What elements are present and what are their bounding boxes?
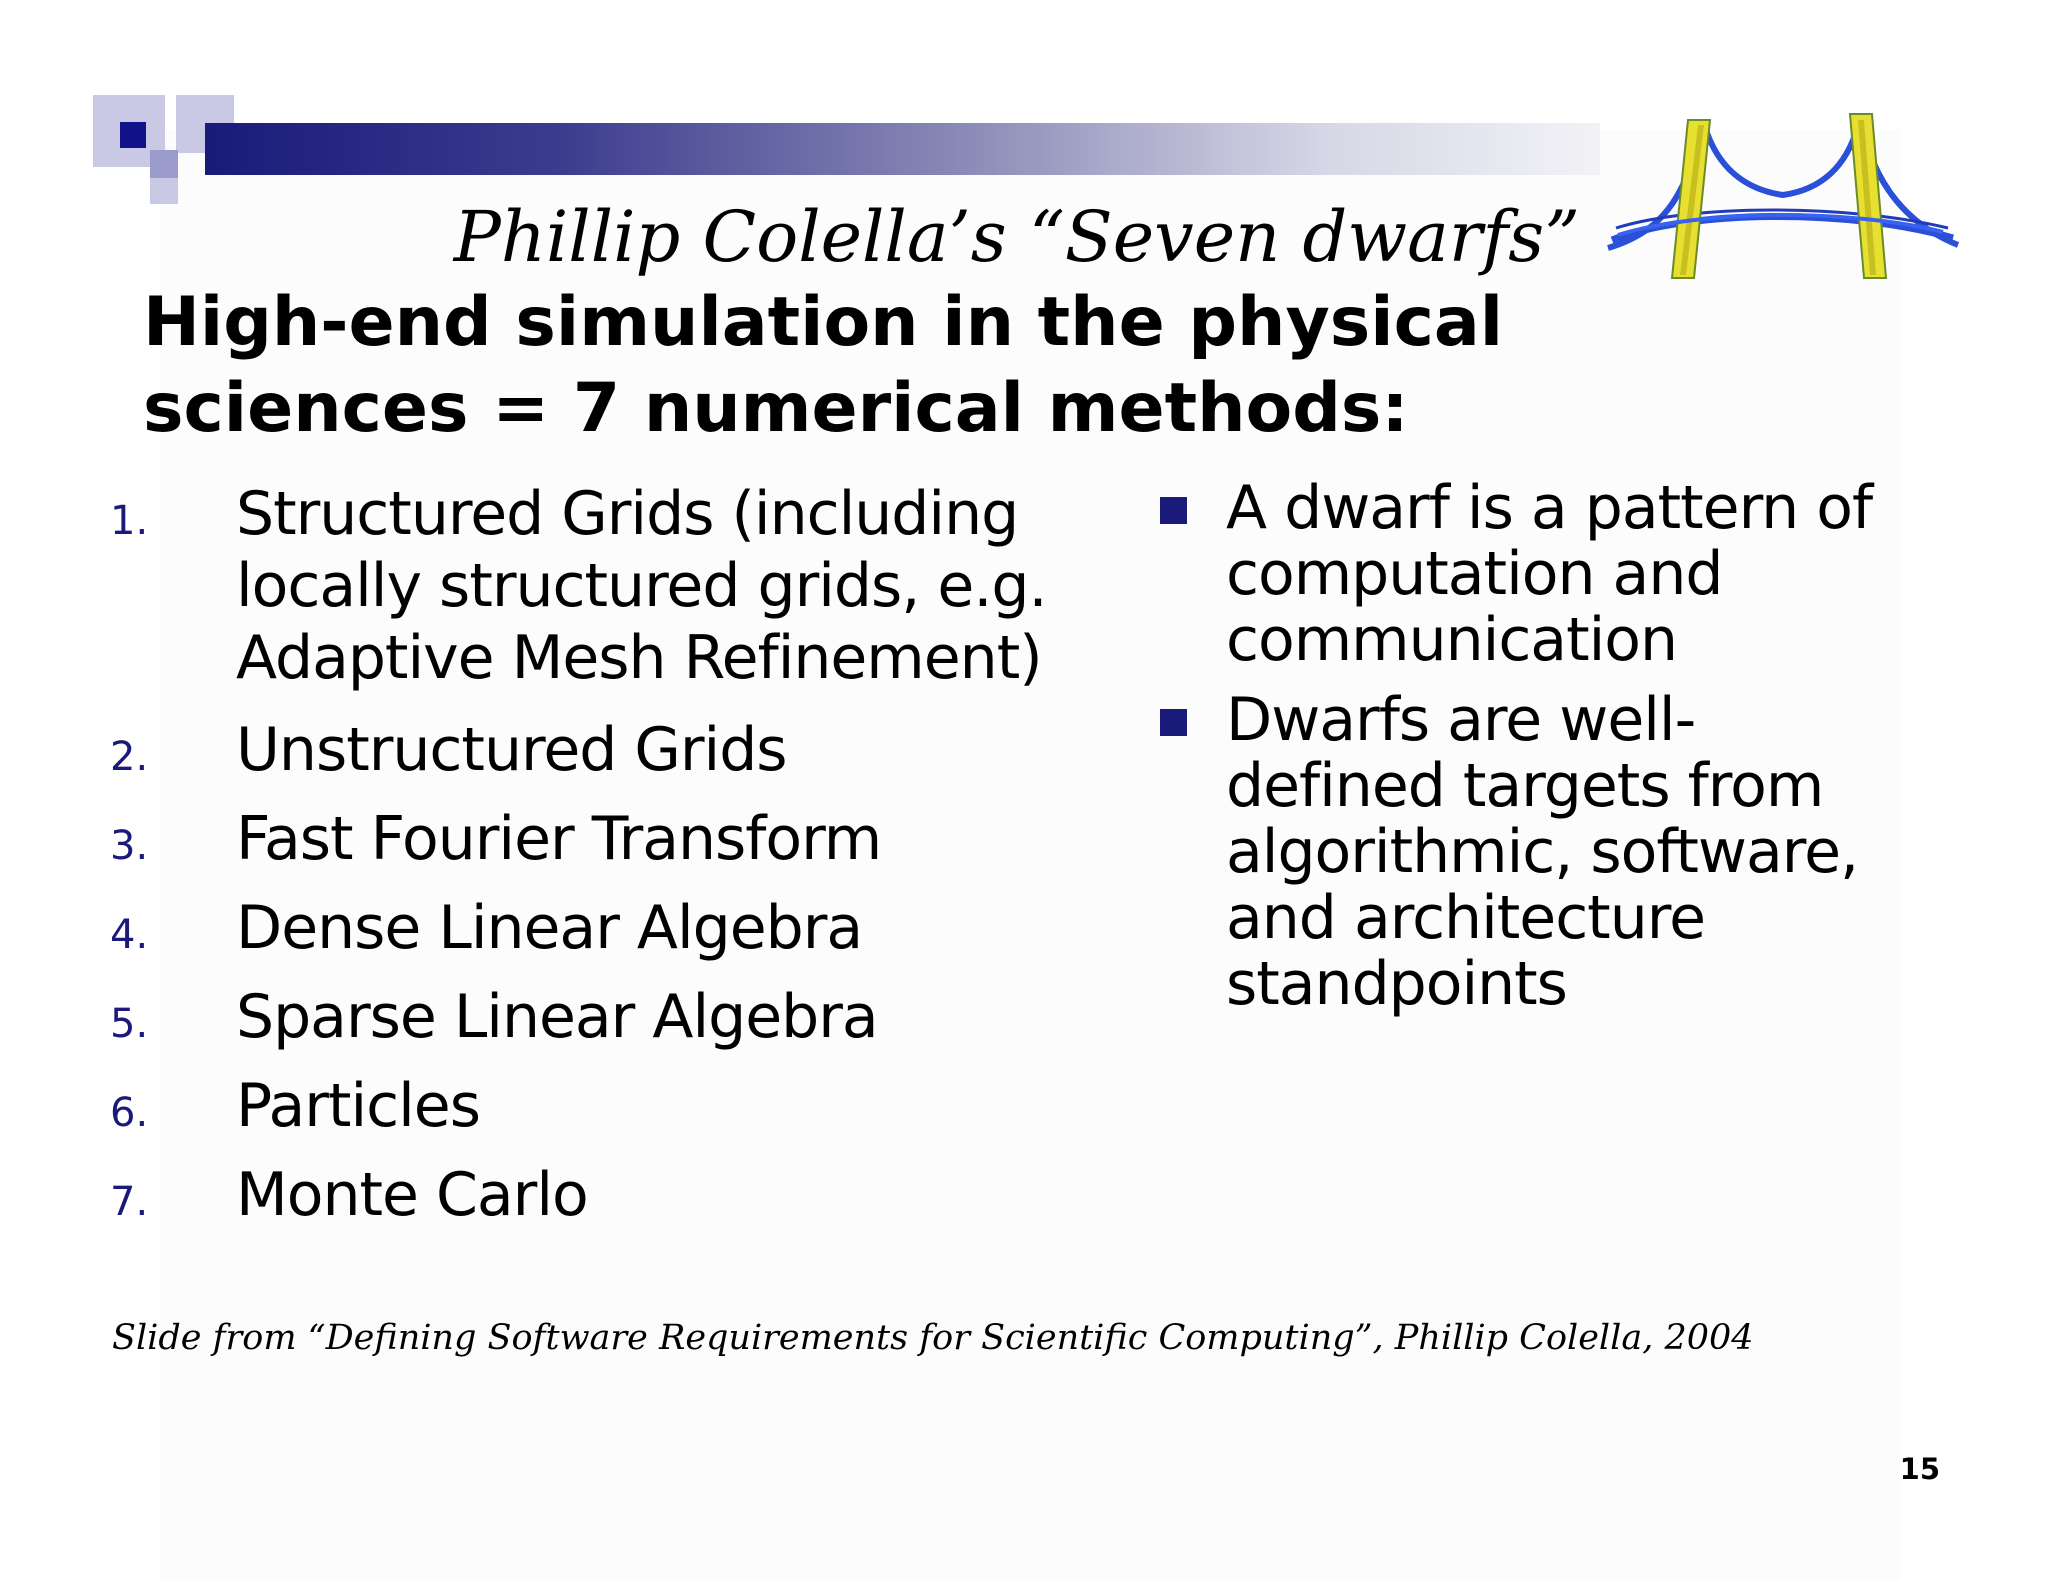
list-number: 7. bbox=[110, 1179, 149, 1225]
bullet-line: algorithmic, software, bbox=[1226, 817, 1859, 887]
bullet-line: Dwarfs are well- bbox=[1226, 685, 1696, 755]
page-number: 15 bbox=[1899, 1452, 1940, 1486]
list-number: 4. bbox=[110, 912, 149, 958]
list-item-line: locally structured grids, e.g. bbox=[236, 551, 1047, 621]
bullet-line: computation and bbox=[1226, 539, 1723, 609]
bullet-line: A dwarf is a pattern of bbox=[1226, 473, 1873, 543]
list-number: 5. bbox=[110, 1001, 149, 1047]
list-number: 6. bbox=[110, 1090, 149, 1136]
list-item-text: Sparse Linear Algebra bbox=[236, 982, 878, 1052]
list-number: 2. bbox=[110, 734, 149, 780]
slide-subtitle bbox=[143, 280, 1543, 452]
list-item-text: Particles bbox=[236, 1071, 480, 1141]
header-gradient-bar bbox=[205, 123, 1600, 175]
square-bullet-icon bbox=[1160, 709, 1187, 736]
bullet-line: communication bbox=[1226, 605, 1678, 675]
bullet-text bbox=[1226, 687, 1926, 1017]
subtitle-line-1: High-end simulation in the physical bbox=[143, 283, 1504, 362]
bullet-line: defined targets from bbox=[1226, 751, 1824, 821]
bullet-text bbox=[1226, 475, 1926, 673]
list-item-line: Structured Grids (including bbox=[236, 479, 1019, 549]
subtitle-line-2: sciences = 7 numerical methods: bbox=[143, 369, 1409, 448]
list-item-text: Fast Fourier Transform bbox=[236, 804, 882, 874]
list-number: 3. bbox=[110, 823, 149, 869]
slide-footnote: Slide from “Defining Software Requirements for Scientific Computing”, Phillip Colella, 2004 bbox=[112, 1318, 1754, 1358]
square-bullet-icon bbox=[1160, 497, 1187, 524]
list-item-text: Unstructured Grids bbox=[236, 715, 787, 785]
list-item-text: Dense Linear Algebra bbox=[236, 893, 863, 963]
slide-title: Phillip Colella’s “Seven dwarfs” bbox=[453, 196, 1580, 278]
list-item-text: Monte Carlo bbox=[236, 1160, 588, 1230]
list-item-text bbox=[236, 478, 1136, 694]
list-number: 1. bbox=[110, 498, 149, 544]
bullet-line: and architecture bbox=[1226, 883, 1705, 953]
list-item-line: Adaptive Mesh Refinement) bbox=[236, 623, 1042, 693]
bullet-line: standpoints bbox=[1226, 949, 1567, 1019]
berkeley-bridge-logo bbox=[1598, 100, 1964, 300]
